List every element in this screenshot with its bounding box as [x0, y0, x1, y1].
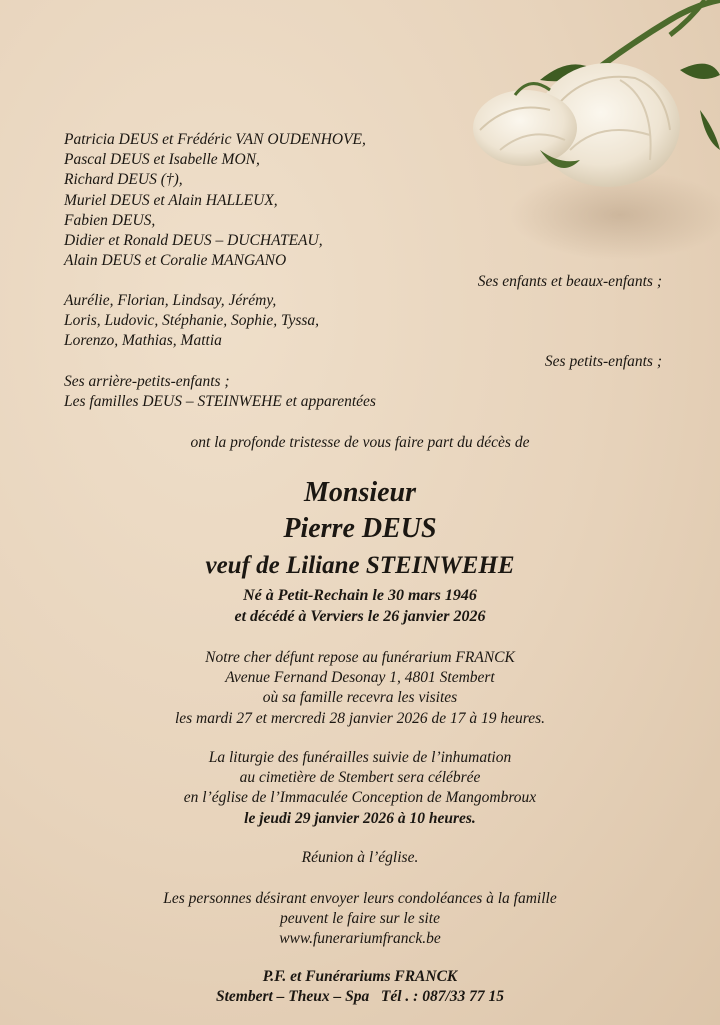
other-relatives	[64, 372, 376, 412]
condolences-line: Les personnes désirant envoyer leurs condoléances à la famille	[163, 890, 557, 907]
funeral-info	[0, 748, 720, 829]
birth-line: Né à Petit-Rechain le 30 mars 1946	[243, 587, 477, 604]
family-line: Pascal DEUS et Isabelle MON,	[64, 151, 260, 169]
grandchildren-label: Ses petits-enfants ;	[544, 353, 662, 370]
meeting-note: Réunion à l’église.	[301, 849, 419, 866]
children-label: Ses enfants et beaux-enfants ;	[477, 273, 662, 290]
death-line: et décédé à Verviers le 26 janvier 2026	[234, 608, 486, 625]
children-list	[64, 130, 366, 271]
honorific: Monsieur	[303, 477, 417, 508]
family-line: Les familles DEUS – STEINWEHE et apparentées	[64, 393, 376, 411]
white-roses-illustration	[420, 0, 720, 260]
family-line: Richard DEUS (†),	[64, 171, 183, 189]
family-line: Didier et Ronald DEUS – DUCHATEAU,	[64, 232, 323, 250]
deceased-name: Pierre DEUS	[283, 513, 437, 544]
funeral-datetime: le jeudi 29 janvier 2026 à 10 heures.	[244, 809, 476, 827]
widow-of: veuf de Liliane STEINWEHE	[205, 552, 515, 579]
funeral-line: La liturgie des funérailles suivie de l’inhumation	[208, 749, 512, 766]
visitation-line: où sa famille recevra les visites	[262, 689, 458, 707]
funeral-line: en l’église de l’Immaculée Conception de Mangombroux	[183, 789, 537, 807]
family-line: Ses arrière-petits-enfants ;	[64, 373, 230, 390]
family-line: Fabien DEUS,	[64, 211, 156, 229]
condolences-info	[0, 889, 720, 950]
website-link[interactable]: www.funerariumfranck.be	[279, 930, 441, 948]
visitation-info	[0, 648, 720, 729]
visitation-line: Avenue Fernand Desonay 1, 4801 Stembert	[225, 669, 495, 687]
grandchildren-list	[64, 291, 319, 352]
family-line: Patricia DEUS et Frédéric VAN OUDENHOVE,	[64, 131, 366, 148]
family-line: Alain DEUS et Coralie MANGANO	[64, 252, 287, 270]
company-name: P.F. et Funérariums FRANCK	[262, 968, 458, 985]
family-line: Lorenzo, Mathias, Mattia	[64, 332, 222, 350]
visitation-line: les mardi 27 et mercredi 28 janvier 2026 de 17 à 19 heures.	[174, 709, 546, 727]
family-line: Muriel DEUS et Alain HALLEUX,	[64, 191, 278, 209]
visitation-line: Notre cher défunt repose au funérarium FRANCK	[205, 649, 515, 666]
announcement: ont la profonde tristesse de vous faire part du décès de	[190, 434, 530, 451]
life-dates	[0, 585, 720, 627]
family-line: Loris, Ludovic, Stéphanie, Sophie, Tyssa,	[64, 312, 320, 330]
locations-phone: Stembert – Theux – Spa Tél . : 087/33 77 15	[215, 988, 505, 1006]
funeral-home-footer	[0, 967, 720, 1007]
family-line: Aurélie, Florian, Lindsay, Jérémy,	[64, 292, 277, 309]
condolences-line: peuvent le faire sur le site	[280, 910, 440, 928]
funeral-line: au cimetière de Stembert sera célébrée	[239, 769, 481, 787]
